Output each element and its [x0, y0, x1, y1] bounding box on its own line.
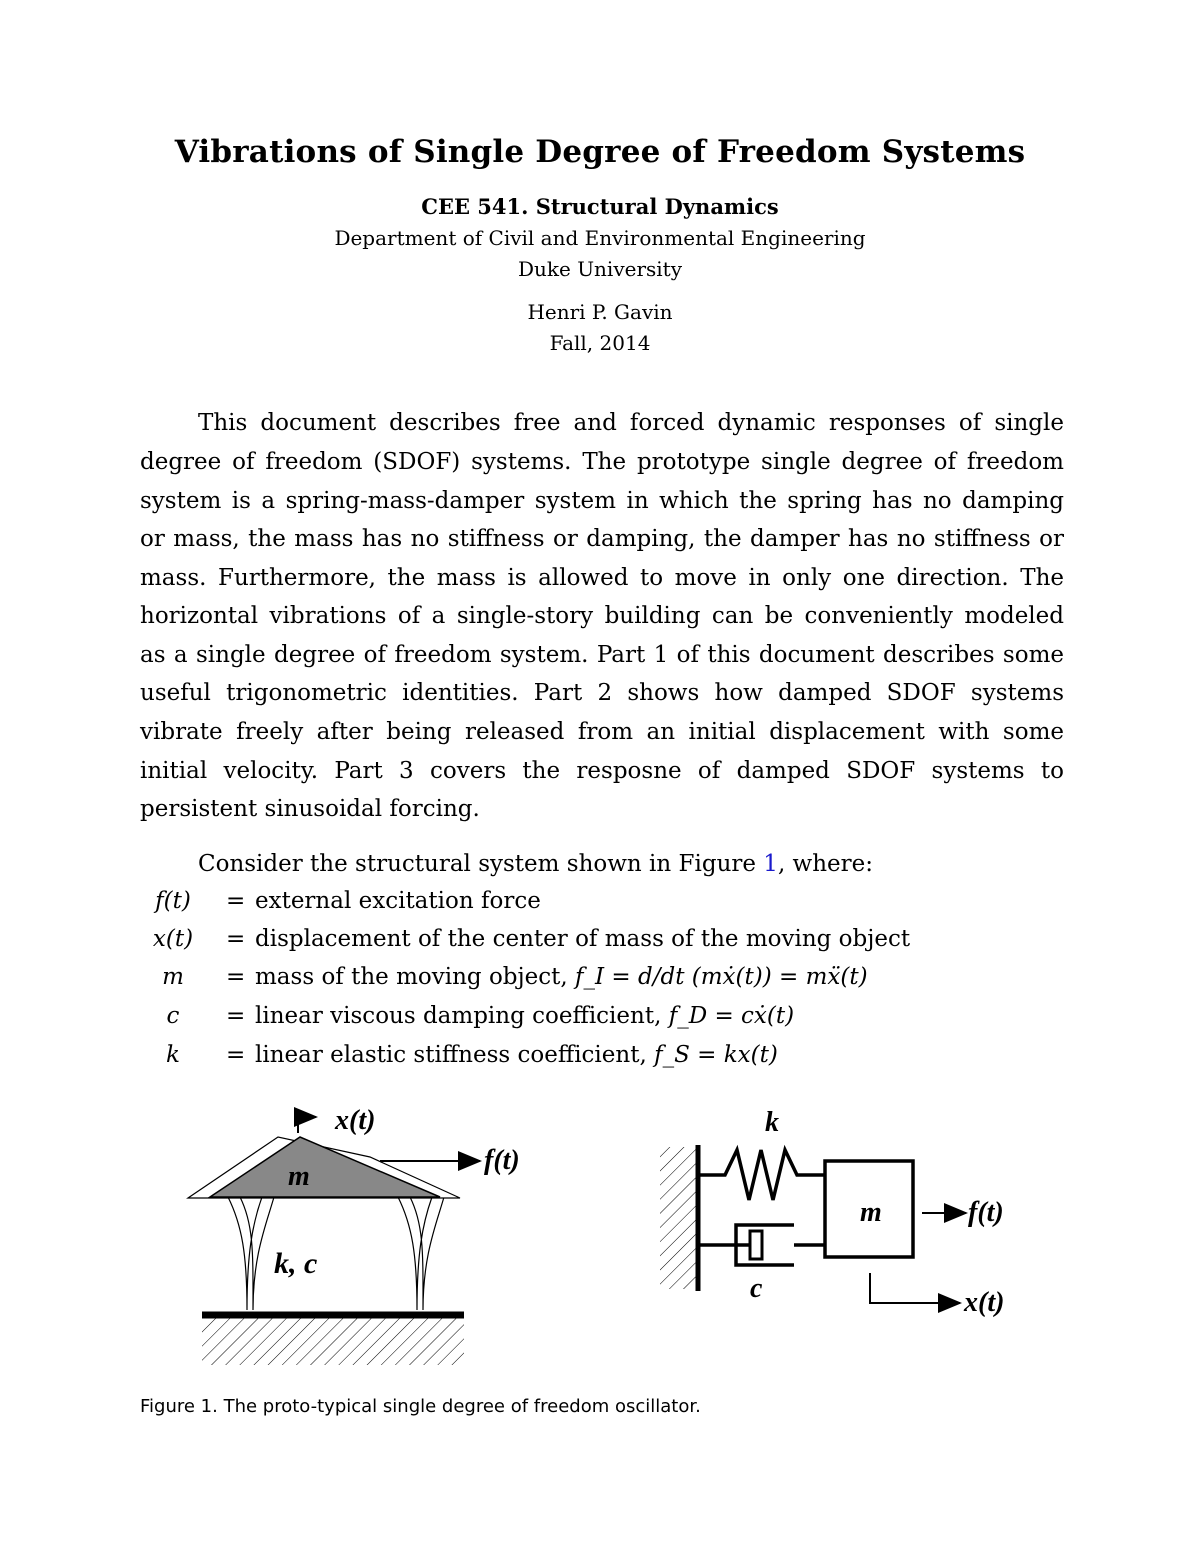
figure-reference-link[interactable]: 1: [763, 851, 778, 877]
definition-equals: =: [226, 964, 246, 990]
consider-text-end: , where:: [777, 851, 874, 877]
definition-equals: =: [226, 1003, 246, 1029]
definition-row: [140, 926, 1064, 960]
building-model: [188, 1105, 520, 1365]
paragraph-line: useful trigonometric identities. Part 2 shows how damped SDOF systems: [140, 680, 1064, 706]
definition-text: external excitation force: [255, 888, 541, 914]
consider-sentence: [198, 851, 1122, 877]
right-spring-label: k: [765, 1107, 779, 1138]
definition-equals: =: [226, 1042, 246, 1068]
definition-formula: f_D = cẋ(t): [668, 1003, 795, 1029]
paragraph-line: persistent sinusoidal forcing.: [140, 796, 480, 822]
left-force-label: f(t): [484, 1145, 520, 1176]
right-displacement-label: x(t): [964, 1287, 1005, 1318]
paragraph-line: system is a spring-mass-damper system in which the spring has no damping: [140, 488, 1064, 514]
oscillator-figure: [170, 1095, 1040, 1375]
paragraph-line: as a single degree of freedom system. Part 1 of this document describes some: [140, 642, 1064, 668]
right-column: [398, 1197, 444, 1310]
damper-piston: [750, 1231, 762, 1259]
figure-caption: [140, 1396, 701, 1417]
definition-row: [140, 964, 1064, 998]
left-mass-label: m: [288, 1161, 310, 1192]
ground-hatch: [202, 1315, 464, 1365]
spring-mass-damper-model: [660, 1107, 1004, 1318]
definition-symbol: k: [166, 1042, 180, 1068]
left-displacement-label: x(t): [335, 1105, 376, 1136]
displacement-arrow-right: [870, 1273, 960, 1303]
left-column: [228, 1197, 274, 1310]
caption-label: Figure 1.: [140, 1396, 218, 1417]
paragraph-line: degree of freedom (SDOF) systems. The prototype single degree of freedom: [140, 449, 1064, 475]
definition-text: mass of the moving object, f_I = d/dt (mẋ(t)) = mẍ(t): [255, 964, 868, 990]
definition-symbol: c: [166, 1003, 180, 1029]
definition-symbol: x(t): [152, 926, 194, 952]
definition-row: [140, 1042, 1064, 1076]
right-mass-label: m: [860, 1197, 882, 1228]
definition-text: linear viscous damping coefficient, f_D = cẋ(t): [255, 1003, 795, 1029]
definition-symbol: f(t): [155, 888, 191, 914]
definition-row: [140, 888, 1064, 922]
paragraph-line: horizontal vibrations of a single-story building can be conveniently modeled: [140, 603, 1064, 629]
definition-row: [140, 1003, 1064, 1037]
right-damper-label: c: [750, 1273, 763, 1304]
definition-equals: =: [226, 926, 246, 952]
definition-formula: f_S = kx(t): [654, 1042, 778, 1068]
left-stiffness-damping-label: k, c: [274, 1247, 318, 1280]
author: Henri P. Gavin: [527, 300, 673, 324]
paragraph-line: initial velocity. Part 3 covers the resposne of damped SDOF systems to: [140, 758, 1064, 784]
definition-symbol: m: [162, 964, 184, 990]
page-title: Vibrations of Single Degree of Freedom Systems: [174, 134, 1026, 170]
definition-formula: f_I = d/dt (mẋ(t)) = mẍ(t): [575, 964, 868, 990]
caption-text: The proto-typical single degree of freedom oscillator.: [217, 1396, 701, 1417]
displacement-arrow-left: [298, 1117, 316, 1133]
paragraph-line: vibrate freely after being released from an initial displacement with some: [140, 719, 1064, 745]
date: Fall, 2014: [549, 331, 651, 355]
right-force-label: f(t): [968, 1197, 1004, 1228]
course-name: CEE 541. Structural Dynamics: [421, 194, 779, 219]
paragraph-line: or mass, the mass has no stiffness or damping, the damper has no stiffness or: [140, 526, 1064, 552]
spring: [698, 1150, 825, 1200]
paragraph-line: This document describes free and forced dynamic responses of single: [198, 410, 1064, 436]
definition-text: displacement of the center of mass of the moving object: [255, 926, 911, 952]
paragraph-line: mass. Furthermore, the mass is allowed to move in only one direction. The: [140, 565, 1064, 591]
university: Duke University: [517, 257, 683, 281]
department: Department of Civil and Environmental Engineering: [334, 226, 866, 250]
wall-hatch: [660, 1147, 698, 1289]
definition-text: linear elastic stiffness coefficient, f_S = kx(t): [255, 1042, 778, 1068]
consider-text: Consider the structural system shown in Figure: [198, 851, 764, 877]
definition-equals: =: [226, 888, 246, 914]
